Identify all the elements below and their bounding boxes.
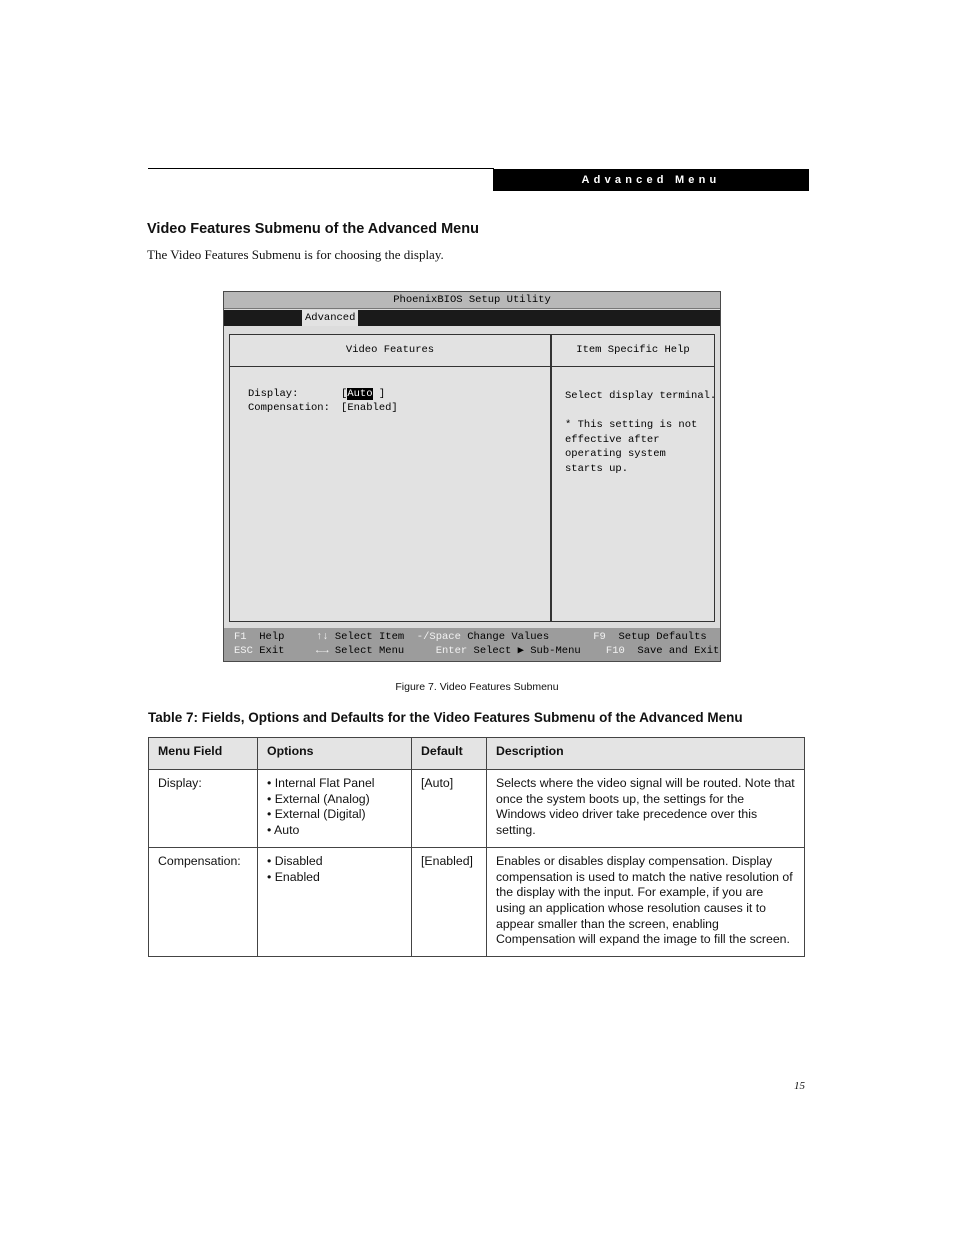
menu-field-cell: Display: [149,770,258,848]
table-row [149,847,805,956]
exit-label: Exit [259,645,285,657]
video-features-heading: Video Features [230,335,550,367]
setup-defaults-label: Setup Defaults [618,631,707,643]
table-header-row [149,738,805,770]
option-item: • Disabled [267,854,403,870]
section-title: Video Features Submenu of the Advanced Menu [147,221,479,237]
display-value[interactable]: Auto [347,388,373,400]
options-table [148,737,805,957]
bios-key-legend [224,628,720,661]
bracket-open: [ [341,402,348,414]
enter-key: Enter [435,645,468,657]
bracket-close: ] [378,388,386,400]
default-cell: [Enabled] [412,847,487,956]
option-item: • Internal Flat Panel [267,776,403,792]
change-values-label: Change Values [467,631,550,643]
help-text: Select display terminal. * This setting is not effective after operating system starts up. [565,390,717,475]
f1-key: F1 [234,631,247,643]
display-field-row[interactable] [248,388,385,400]
key-legend-row-1 [234,630,707,645]
select-item-label: Select Item [334,631,405,643]
f10-key: F10 [605,645,625,657]
bios-tab-advanced[interactable]: Advanced [302,310,358,326]
table-title: Table 7: Fields, Options and Defaults for the Video Features Submenu of the Advanced Menu [148,710,743,725]
menu-field-cell: Compensation: [149,847,258,956]
compensation-label: Compensation: [248,402,330,414]
table-row [149,770,805,848]
col-description: Description [487,738,805,770]
description-cell: Enables or disables display compensation. Display compensation is used to match the native resolution of the display with the input. For example, if you are using an application whose resolution causes it to appear smaller than the screen, enabling Compensation will expand the image to fill the screen. [487,847,805,956]
select-menu-label: Select Menu [334,645,405,657]
option-item: • Enabled [267,870,403,886]
page-number: 15 [794,1080,805,1092]
help-label: Help [259,631,285,643]
bracket-close: ] [391,402,398,414]
left-right-arrows-icon: ←→ [315,645,329,657]
key-legend-row-2 [234,644,719,659]
intro-text: The Video Features Submenu is for choosing the display. [147,247,444,262]
bios-menubar [224,310,720,326]
option-item: • External (Analog) [267,792,403,808]
col-default: Default [412,738,487,770]
option-item: • Auto [267,823,403,839]
up-down-arrows-icon: ↑↓ [315,631,329,643]
default-cell: [Auto] [412,770,487,848]
compensation-field-row[interactable] [248,402,398,414]
header-rule [148,168,494,169]
option-item: • External (Digital) [267,807,403,823]
select-submenu-label: Select ▶ Sub-Menu [473,645,581,657]
f9-key: F9 [593,631,606,643]
space-key: -/Space [416,631,461,643]
figure-caption: Figure 7. Video Features Submenu [395,681,559,693]
save-exit-label: Save and Exit [637,645,720,657]
col-menu-field: Menu Field [149,738,258,770]
options-cell [258,770,412,848]
help-pane [551,334,715,622]
bios-title: PhoenixBIOS Setup Utility [224,292,720,309]
compensation-value[interactable]: Enabled [347,402,392,414]
help-heading: Item Specific Help [552,335,714,367]
options-cell [258,847,412,956]
description-cell: Selects where the video signal will be routed. Note that once the system boots up, the settings for the Windows video driver take precedence over this setting. [487,770,805,848]
section-banner: Advanced Menu [493,169,809,191]
esc-key: ESC [234,645,253,657]
video-features-pane [229,334,551,622]
bios-screenshot [223,291,721,662]
bracket-open: [ [341,388,348,400]
col-options: Options [258,738,412,770]
display-label: Display: [248,388,299,400]
